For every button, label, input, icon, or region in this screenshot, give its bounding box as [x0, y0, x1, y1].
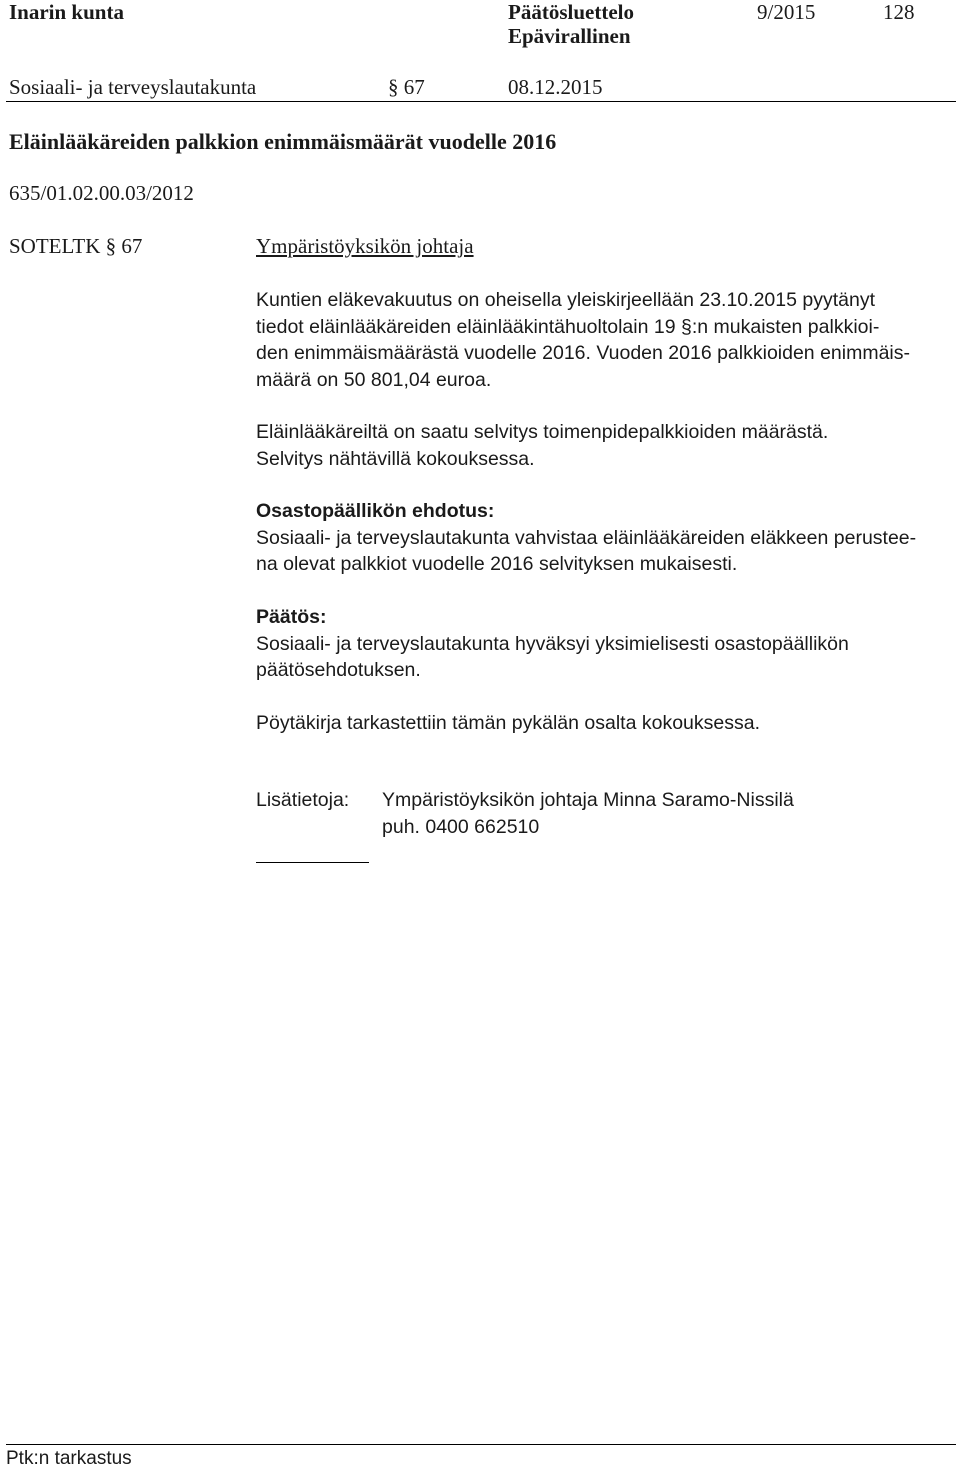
text-line: määrä on 50 801,04 euroa. [256, 368, 492, 391]
municipality-name: Inarin kunta [9, 0, 124, 24]
info-person: Ympäristöyksikön johtaja Minna Saramo-Nissilä [382, 789, 794, 811]
meeting-date: 08.12.2015 [508, 75, 603, 99]
text-line: päätösehdotuksen. [256, 659, 421, 681]
text-line: Pöytäkirja tarkastettiin tämän pykälän osalta kokouksessa. [256, 712, 761, 734]
document-type: Päätösluettelo [508, 0, 634, 24]
text-line: tiedot eläinlääkäreiden eläinlääkintähuoltolain 19 §:n mukaisten palkkioi- [256, 315, 880, 338]
text-line: na olevat palkkiot vuodelle 2016 selvityksen mukaisesti. [256, 553, 738, 575]
document-status: Epävirallinen [508, 24, 631, 48]
text-line: Sosiaali- ja terveyslautakunta hyväksyi yksimielisesti osastopäällikön [256, 632, 849, 655]
text-line: Sosiaali- ja terveyslautakunta vahvistaa eläinlääkäreiden eläkkeen perustee- [256, 526, 917, 549]
section-number: § 67 [388, 75, 425, 99]
proposal-section [256, 498, 956, 578]
document-number: 9/2015 [757, 0, 816, 24]
info-divider [256, 862, 369, 863]
footer-rule [6, 1444, 956, 1445]
text-line: den enimmäismäärästä vuodelle 2016. Vuoden 2016 palkkioiden enimmäis- [256, 342, 911, 364]
header-rule [6, 101, 956, 102]
page-number: 128 [883, 0, 915, 24]
minutes-check-label: Ptk:n tarkastus [6, 1448, 132, 1469]
text-line: Kuntien eläkevakuutus on oheisella yleiskirjeellään 23.10.2015 pyytänyt [256, 289, 875, 311]
board-name: Sosiaali- ja terveyslautakunta [9, 75, 257, 99]
minutes-check-paragraph [256, 710, 956, 737]
decision-heading: Päätös: [256, 606, 327, 628]
decision-section [256, 604, 956, 684]
info-phone: puh. 0400 662510 [382, 816, 540, 838]
presenter: Ympäristöyksikön johtaja [256, 234, 474, 258]
record-number: 635/01.02.00.03/2012 [9, 181, 194, 205]
text-line: Selvitys nähtävillä kokouksessa. [256, 447, 535, 470]
item-title: Eläinlääkäreiden palkkion enimmäismäärät vuodelle 2016 [9, 129, 557, 154]
board-reference: SOTELTK § 67 [9, 234, 143, 258]
paragraph-report [256, 419, 956, 472]
text-line: Eläinlääkäreiltä on saatu selvitys toimenpidepalkkioiden määrästä. [256, 421, 829, 443]
proposal-heading: Osastopäällikön ehdotus: [256, 500, 495, 522]
info-label: Lisätietoja: [256, 789, 350, 811]
paragraph-background [256, 287, 956, 393]
